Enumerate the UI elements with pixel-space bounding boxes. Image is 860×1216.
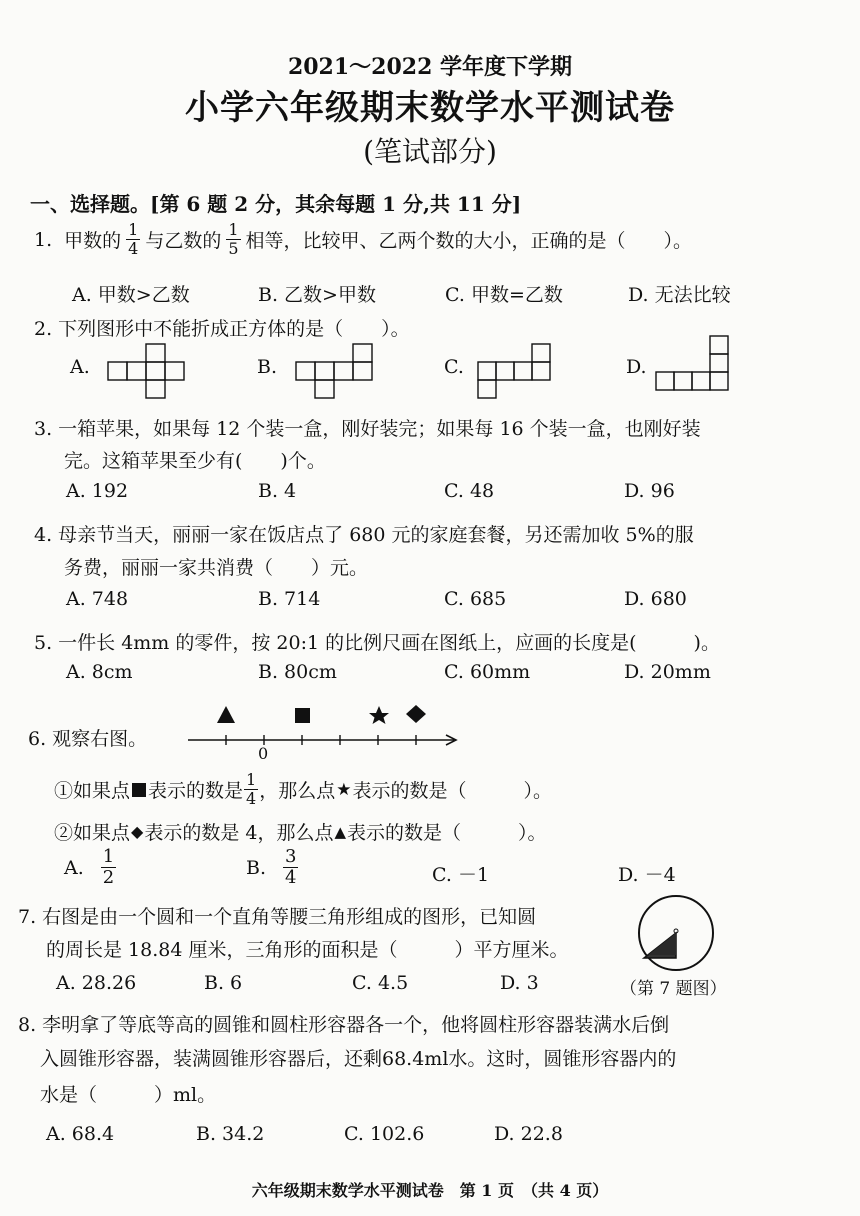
fraction: $\frac{1}{4}$ xyxy=(246,770,257,808)
question-number: 1. xyxy=(34,228,53,251)
triangle-marker xyxy=(217,706,235,723)
option-d[interactable]: D. 22.8 xyxy=(494,1123,563,1145)
option-d[interactable]: D. 96 xyxy=(624,480,675,502)
option-c[interactable]: C. xyxy=(444,356,464,378)
option-c[interactable]: C. 60mm xyxy=(444,661,531,683)
question-8-line-1: 8. 李明拿了等底等高的圆锥和圆柱形容器各一个，他将圆柱形容器装满水后倒 xyxy=(18,1014,670,1036)
option-d[interactable]: D. 无法比较 xyxy=(628,284,731,306)
option-c[interactable]: C. 48 xyxy=(444,480,495,502)
question-3-line-2: 完。这箱苹果至少有( )个。 xyxy=(64,450,326,472)
cube-net-d xyxy=(656,332,732,394)
question-7-line-2: 的周长是 18.84 厘米，三角形的面积是（ ）平方厘米。 xyxy=(46,939,569,961)
option-b[interactable]: B. 4 xyxy=(258,480,297,502)
option-d[interactable]: D. 680 xyxy=(624,588,687,610)
question-1 xyxy=(34,222,692,257)
fraction: $\frac{1}{4}$ xyxy=(128,220,139,258)
question-text: 甲数的 xyxy=(64,230,122,252)
question-4-line-1: 4. 母亲节当天，丽丽一家在饭店点了 680 元的家庭套餐，另还需加收 5%的服 xyxy=(34,524,694,546)
star-icon: ★ xyxy=(336,779,352,800)
option-b[interactable]: B. 34.2 xyxy=(196,1123,265,1145)
question-6: 6. 观察右图。 xyxy=(28,728,148,750)
option-b[interactable]: B. xyxy=(257,356,278,378)
question-2: 2. 下列图形中不能折成正方体的是（ ）。 xyxy=(34,318,410,340)
number-line-zero: 0 xyxy=(258,744,269,763)
exam-subtitle: (笔试部分) xyxy=(363,135,497,168)
cube-net-a xyxy=(108,344,188,400)
fraction: $\frac{3}{4}$ xyxy=(285,846,297,888)
option-a[interactable]: A. 8cm xyxy=(66,661,133,683)
circle-triangle-figure xyxy=(636,894,720,974)
cube-net-b xyxy=(296,344,376,400)
option-d[interactable]: D. 20mm xyxy=(624,661,711,683)
square-icon xyxy=(132,783,146,797)
exam-term: 2021～2022 学年度下学期 xyxy=(287,54,573,80)
diamond-icon: ◆ xyxy=(131,822,144,841)
option-a[interactable]: A. 甲数>乙数 xyxy=(72,284,190,306)
question-8-line-3: 水是（ ）ml。 xyxy=(40,1084,217,1106)
figure-7-caption: （第 7 题图） xyxy=(620,979,727,999)
option-c[interactable]: C. 4.5 xyxy=(352,972,409,994)
option-b[interactable]: B. 714 xyxy=(258,588,321,610)
section-heading: 一、选择题。[第 6 题 2 分，其余每题 1 分,共 11 分] xyxy=(30,192,522,216)
option-b[interactable]: B. 80cm xyxy=(258,661,337,683)
option-d[interactable]: D. xyxy=(626,356,647,378)
question-5: 5. 一件长 4mm 的零件，按 20:1 的比例尺画在图纸上，应画的长度是( )。 xyxy=(34,632,720,654)
option-c[interactable]: C. 685 xyxy=(444,588,507,610)
question-text: 相等，比较甲、乙两个数的大小，正确的是（ ）。 xyxy=(245,230,693,252)
cube-net-c xyxy=(478,340,556,400)
option-b[interactable]: B. $\frac{3}{4}$ xyxy=(246,846,297,888)
question-text: 与乙数的 xyxy=(145,230,222,252)
star-marker xyxy=(369,706,389,724)
option-b[interactable]: B. 乙数>甲数 xyxy=(258,284,376,306)
option-a[interactable]: A. 748 xyxy=(66,588,129,610)
page-footer: 六年级期末数学水平测试卷 第 1 页 （共 4 页） xyxy=(251,1181,609,1200)
option-c[interactable]: C. 102.6 xyxy=(344,1123,425,1145)
square-marker xyxy=(295,708,310,723)
option-d[interactable]: D. 3 xyxy=(500,972,539,994)
option-c[interactable]: C. －1 xyxy=(432,864,490,886)
question-4-line-2: 务费，丽丽一家共消费（ ）元。 xyxy=(64,557,369,579)
option-a[interactable]: A. 28.26 xyxy=(56,972,137,994)
question-7-line-1: 7. 右图是由一个圆和一个直角等腰三角形组成的图形，已知圆 xyxy=(18,906,537,928)
option-b[interactable]: B. 6 xyxy=(204,972,243,994)
option-a[interactable]: A. 192 xyxy=(66,480,129,502)
number-line xyxy=(186,702,462,754)
option-d[interactable]: D. －4 xyxy=(618,864,676,886)
option-c[interactable]: C. 甲数=乙数 xyxy=(445,284,563,306)
option-a[interactable]: A. 68.4 xyxy=(46,1123,115,1145)
fraction: $\frac{1}{5}$ xyxy=(228,220,239,258)
question-6-sub-1: ①如果点 表示的数是 $\frac{1}{4}$ ，那么点 ★ 表示的数是（ ）。 xyxy=(54,770,552,808)
option-a[interactable]: A. xyxy=(70,356,90,378)
question-3-line-1: 3. 一箱苹果，如果每 12 个装一盒，刚好装完；如果每 16 个装一盒，也刚好装 xyxy=(34,418,701,440)
triangle-icon: ▲ xyxy=(334,822,347,841)
exam-title: 小学六年级期末数学水平测试卷 xyxy=(185,88,675,128)
fraction: $\frac{1}{2}$ xyxy=(102,846,115,888)
question-8-line-2: 入圆锥形容器，装满圆锥形容器后，还剩68.4ml水。这时，圆锥形容器内的 xyxy=(40,1048,677,1070)
question-6-sub-2: ②如果点 ◆ 表示的数是 4，那么点 ▲ 表示的数是（ ）。 xyxy=(54,822,547,844)
option-a[interactable]: A. $\frac{1}{2}$ xyxy=(64,846,115,888)
diamond-marker xyxy=(406,705,426,723)
